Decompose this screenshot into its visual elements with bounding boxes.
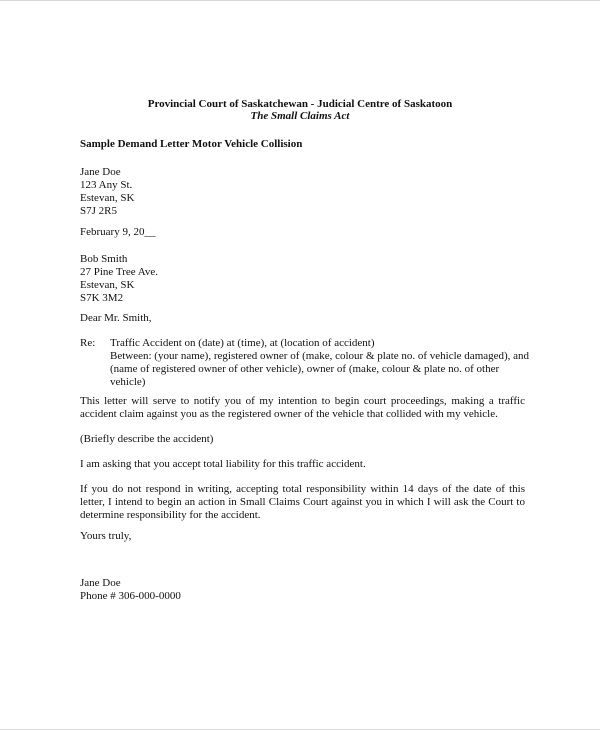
sender-address <box>80 166 134 218</box>
letter-date: February 9, 20__ <box>80 226 156 238</box>
recipient-line: Bob Smith <box>80 253 128 265</box>
letter-title: Sample Demand Letter Motor Vehicle Collision <box>80 138 303 150</box>
act-heading: The Small Claims Act <box>250 110 350 122</box>
recipient-line: Estevan, SK <box>80 279 135 291</box>
recipient-line: 27 Pine Tree Ave. <box>80 266 159 278</box>
court-heading: Provincial Court of Saskatchewan - Judicial Centre of Saskatoon <box>147 98 453 110</box>
body-paragraph-describe: (Briefly describe the accident) <box>80 433 214 445</box>
signature-block <box>80 577 181 603</box>
sender-line: S7J 2R5 <box>80 205 117 217</box>
page-top-border <box>0 0 600 1</box>
re-subject <box>110 337 530 389</box>
re-line: Traffic Accident on (date) at (time), at (location of accident) <box>110 337 375 349</box>
re-line: (name of registered owner of other vehicle), owner of (make, colour & plate no. of other <box>110 363 500 375</box>
recipient-address <box>80 253 158 305</box>
sender-line: Jane Doe <box>80 166 121 178</box>
sender-line: Estevan, SK <box>80 192 135 204</box>
re-label: Re: <box>80 337 96 349</box>
body-paragraph-liability: I am asking that you accept total liability for this traffic accident. <box>80 458 366 470</box>
signature-phone: Phone # 306-000-0000 <box>80 590 181 602</box>
sender-line: 123 Any St. <box>80 179 133 191</box>
salutation: Dear Mr. Smith, <box>80 312 152 324</box>
body-paragraph-deadline: If you do not respond in writing, accepting total responsibility within 14 days of the date of this letter, I intend to begin an action in Small Claims Court against you in which I will ask the Court to determine responsibility for the accident. <box>80 483 525 521</box>
signature-name: Jane Doe <box>80 577 121 589</box>
closing: Yours truly, <box>80 530 132 542</box>
body-paragraph-notice: This letter will serve to notify you of my intention to begin court proceedings, making a traffic accident claim against you as the registered owner of the vehicle that collided with my vehicle. <box>80 395 525 420</box>
re-line: vehicle) <box>110 376 146 388</box>
recipient-line: S7K 3M2 <box>80 292 124 304</box>
re-line: Between: (your name), registered owner of (make, colour & plate no. of vehicle damaged), and <box>110 350 530 362</box>
